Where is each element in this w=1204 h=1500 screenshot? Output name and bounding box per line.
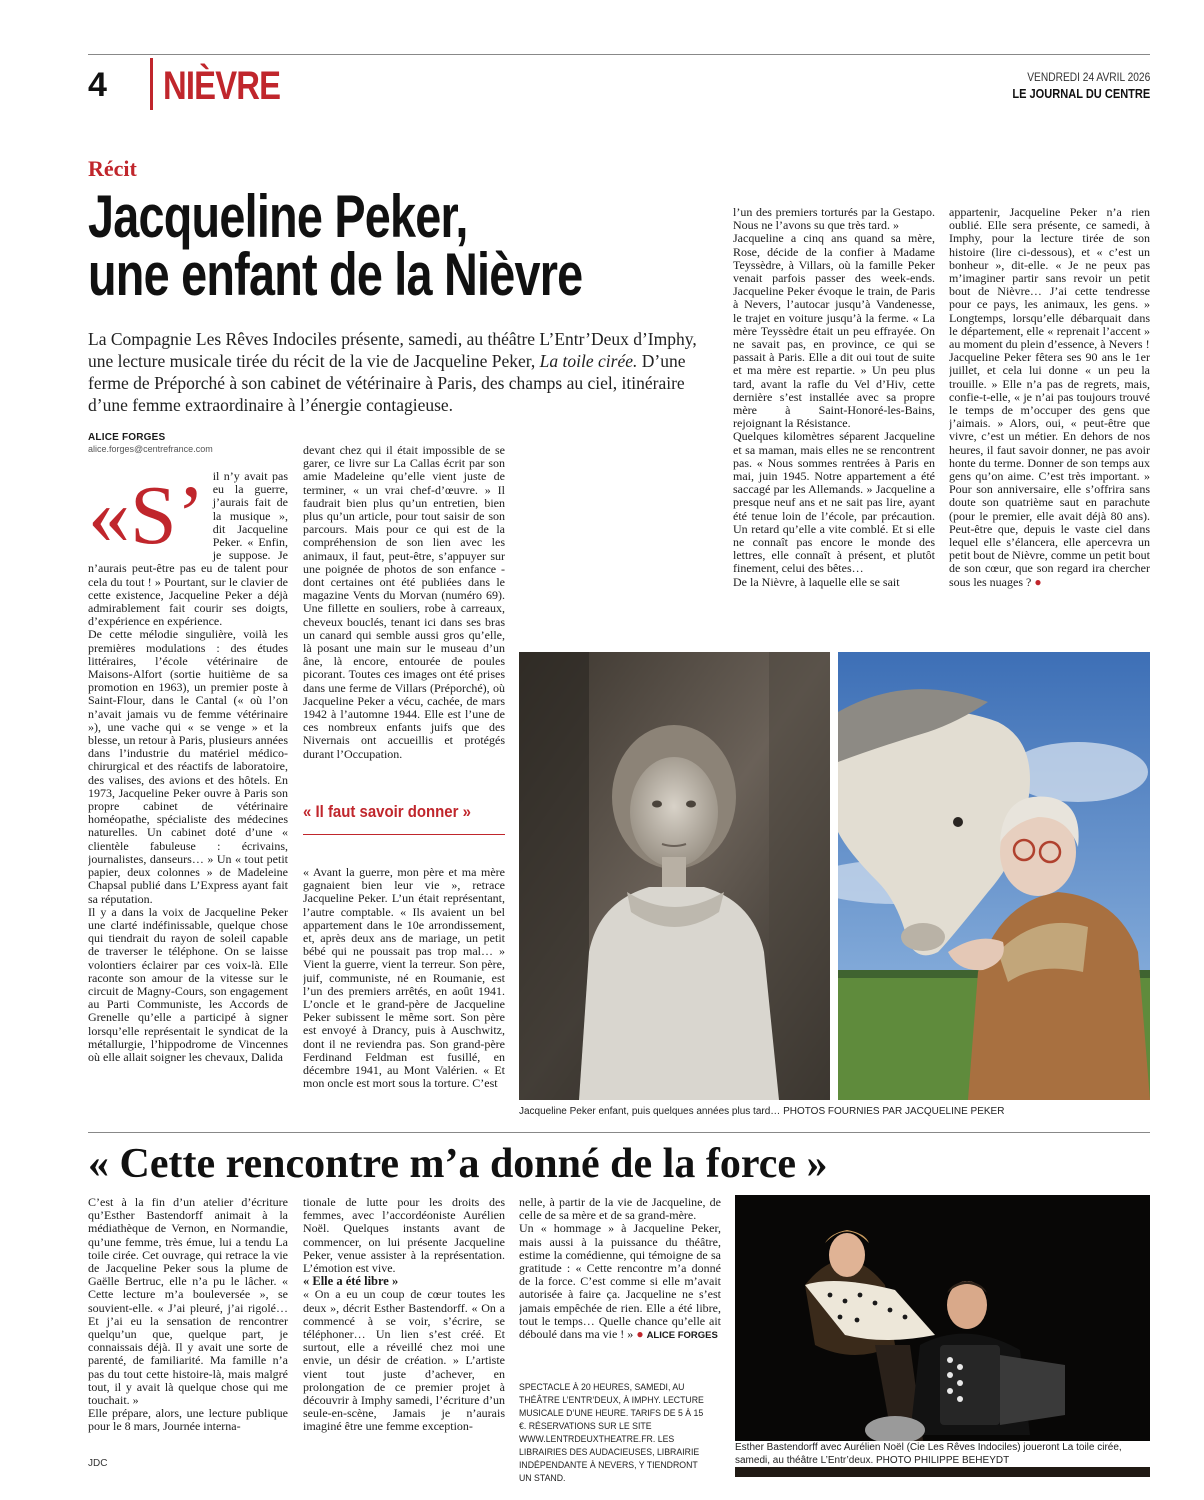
drop-cap: «S’: [88, 470, 205, 562]
paragraph: Jacqueline a cinq ans quand sa mère, Rose, décide de la confier à Madame Teyssèdre, à Villars, où la famille Peker venait parfois passer des week-ends. Jacqueline Peker évoque le train, de Paris à Nevers, l’autocar jusqu’à Vandenesse, le trajet en voiture jusqu’à la ferme. « La mère Teyssèdre était un peu effrayée. On ne savait pas, en province, ce qui se passait à Paris. Elle a dit oui tout de suite et ma mère est repartie. » Un peu plus tard, avant la rafle du Vel d’Hiv, cette dernière s’est installée avec sa propre mère à Saint-Honoré-les-Bains, rejoignant la Résistance.: [733, 231, 935, 431]
headline-line-2: une enfant de la Nièvre: [88, 241, 583, 308]
article-kicker: Récit: [88, 156, 137, 181]
interhead-rule: [303, 834, 505, 835]
standfirst-part-a: La Compagnie Les Rêves Indociles présente, samedi, au théâtre L’Entr’Deux d’Imphy, une lecture musicale tirée du récit de la vie de Jacqueline Peker,: [88, 329, 697, 371]
stage-caption-text-visible: Esther Bastendorff avec Aurélien Noël (Cie Les Rêves Indociles) joueront La toile cirée, samedi, au théâtre L’Entr’deux.: [735, 1442, 1122, 1466]
paragraph: nelle, à partir de la vie de Jacqueline, de celle de sa mère et de sa grand-mère.: [519, 1196, 721, 1223]
article-headline: [88, 183, 587, 308]
paragraph: Elle prépare, alors, une lecture publique pour le 8 mars, Journée interna-: [88, 1406, 288, 1434]
event-info: SPECTACLE À 20 HEURES, SAMEDI, AU THÉÂTRE L’ENTR’DEUX, À IMPHY. LECTURE MUSICALE D’UNE HEURE. TARIFS DE 5 À 15 €. RÉSERVATIONS SUR LE SITE WWW.LENTRDEUXTHEATRE.FR. LES LIBRAIRIES DES AUDACIEUSES, LIBRAIRIE INDÉPENDANTE À NEVERS, Y TIENDRONT UN STAND.: [519, 1382, 704, 1484]
top-rule: [88, 54, 1150, 55]
paragraph: C’est à la fin d’un atelier d’écriture qu’Esther Bastendorff animait à la médiathèque de Vernon, en Normandie, qu’une femme, très émue, lui a tendu La toile cirée. Cet ouvrage, qui retrace la vie de Jacqueline Peker sous la plume de Gaëlle Bertruc, elle n’a pu le lâcher. « Cette lecture m’a bouleversée », se souvient-elle. « J’ai pleuré, j’ai rigolé… Et j’ai eu la sensation de rencontrer quelqu’un que, quelque part, je connaissais déjà. Il y avait une sorte de parenté, de familiarité. Ma famille n’a pas du tout cette histoire-là, mais malgré tout, il y avait là quelque chose qui me touchait. »: [88, 1196, 288, 1408]
paragraph: De cette mélodie singulière, voilà les premières modulations : des études littéraires, l’école vétérinaire de Maisons-Alfort (sortie huitième de sa promotion en 1963), un premier poste à Saint-Flour, dans le Cantal (« où l’on n’avait jamais vu de femme vétérinaire »), une vache qui « se venge » et la blesse, un retour à Paris, plusieurs années dans l’industrie du matériel médico-chirurgical et des réactifs de laboratoire, des valises, des avions et des hôtels. En 1973, Jacqueline Peker ouvre à Paris son propre cabinet de vétérinaire homéopathe, spécialiste des médecines naturelles. Un cabinet doté d’une « clientèle fabuleuse : écrivains, journalistes, danseurs… » Un « tout petit papier, deux colonnes » de Madeleine Chapsal publié dans L’Express ayant fait sa réputation.: [88, 627, 288, 906]
caption-text: Jacqueline Peker enfant, puis quelques années plus tard…: [519, 1106, 781, 1117]
sidebar-column-2: [303, 1196, 505, 1440]
page-number: 4: [88, 66, 107, 104]
paragraph: Il y a dans la voix de Jacqueline Peker une clarté indéfinissable, quelque chose qui tiendrait du rayon de soleil capable de traverser le téléphone. On se laisse volontiers éclairer par ces voix-là. Elle raconte son amour de la vitesse sur le circuit de Magny-Cours, son engagement au Parti Communiste, les Accords de Grenelle qu’elle a participé à signer lorsqu’elle représentait le syndicat de la métallurgie, l’hippodrome de Vincennes où elle allait soigner les chevaux, Dalida: [88, 904, 288, 1064]
sidebar-subhead: « Elle a été libre »: [303, 1274, 399, 1289]
article-column-3: [733, 206, 935, 634]
paragraph: il n’y avait pas eu la guerre, j’aurais fait de la musique », dit Jacqueline Peker. « Enfin, je suppose. Je n’aurais peut-être pas eu de talent pour cela du tout ! » Pourtant, sur le clavier de cette existence, Jacqueline Peker a déjà admirablement fait courir ses doigts, d’expérience en expérience.: [88, 470, 288, 629]
article-column-2: [303, 444, 505, 794]
author-email[interactable]: alice.forges@centrefrance.com: [88, 444, 213, 454]
horse-photo-illustration: [838, 652, 1150, 1100]
child-photo-illustration: [519, 652, 830, 1100]
article-column-2-continued: [303, 866, 505, 1120]
photo-child[interactable]: [519, 652, 830, 1100]
paragraph: appartenir, Jacqueline Peker n’a rien oublié. Elle sera présente, ce samedi, à Imphy, pour la lecture tirée de son histoire (lire ci-dessous), et « c’est un bonheur », dit-elle. « Je ne peux pas m’imaginer partir sans revoir un petit bout de Nièvre… J’ai cette tendresse pour ce pays, les animaux, les gens. » Longtemps, lorsqu’elle débarquait dans le département, elle « reprenait l’accent » au moment du plein d’essence, à Nevers !: [949, 206, 1150, 352]
section-rubric[interactable]: NIÈVRE: [163, 64, 281, 108]
issue-date: VENDREDI 24 AVRIL 2026: [1026, 70, 1150, 84]
stage-photo-caption-visible-real: [735, 1441, 1150, 1467]
paragraph: De la Nièvre, à laquelle elle se sait: [733, 574, 900, 589]
standfirst-book-title: La toile cirée.: [539, 351, 638, 371]
article-standfirst: [88, 328, 718, 416]
article-column-4: [949, 206, 1150, 634]
end-mark-icon: ●: [636, 1327, 644, 1342]
paragraph: tionale de lutte pour les droits des femmes, avec l’accordéoniste Aurélien Noël. Quelques instants avant de commencer, on lui présente Jacqueline Peker, venue assister à la représentation. L’émotion est vive.: [303, 1196, 505, 1276]
stage-caption-credit: PHOTO PHILIPPE BEHEYDT: [876, 1455, 1010, 1466]
sidebar-column-3: [519, 1196, 721, 1376]
sidebar-column-1: [88, 1196, 288, 1440]
paragraph: « On a eu un coup de cœur toutes les deux », décrit Esther Bastendorff. « On a commencé à se voir, s’écrire, se téléphoner… Un lien s’est créé. Et surtout, elle a réveillé chez moi une envie, un désir de création. » L’artiste vient tout juste d’achever, en prolongation de ce premier projet à découvrir à Imphy samedi, l’écriture d’un seule-en-scène, Jamais je n’aurais imaginé être une femme exception-: [303, 1287, 505, 1434]
sidebar-headline: « Cette rencontre m’a donné de la force »: [88, 1141, 828, 1187]
paragraph: devant chez qui il était impossible de se garer, ce livre sur La Callas écrit par son amie Madeleine qu’elle vient juste de terminer, « un vrai chef-d’œuvre. » Il faudrait bien plus qu’un entretien, bien plus qu’un article, pour tout saisir de son parcours. Mais pour ce qui est de la compréhension de son lien avec les animaux, il faut, peut-être, s’appuyer sur une poignée de photos de son enfance - dont certaines ont été publiées dans le magazine Vents du Morvan (numéro 69). Une fillette en souliers, robe à carreaux, cheveux bouclés, tenant ici dans ses bras un canard qui semble aussi gros qu’elle, là posant une main sur le museau d’un âne, là encore, entourée de poules picorant. Toutes ces images ont été prises dans une ferme de Villars (Préporché), où Jacqueline Peker a vécu, cachée, de mars 1942 à l’automne 1944. Elle est l’une de ces nombreux enfants juifs que des Nivernais ont accueillis et protégés durant l’Occupation.: [303, 444, 505, 761]
standfirst-part-b: D’une ferme de Préporché à son cabinet de vétérinaire à Paris, des champs au ciel, itinéraire d’une femme extraordinaire à l’énergie contagieuse.: [88, 351, 686, 415]
headline-line-1: Jacqueline Peker,: [88, 183, 468, 250]
byline: [88, 432, 213, 454]
author-name: ALICE FORGES: [88, 432, 166, 443]
photo-stage[interactable]: [735, 1195, 1150, 1477]
caption-credit: PHOTOS FOURNIES PAR JACQUELINE PEKER: [783, 1106, 1005, 1117]
photos-caption: [519, 1105, 1150, 1118]
newspaper-name[interactable]: LE JOURNAL DU CENTRE: [1012, 86, 1150, 101]
stage-photo-illustration: [735, 1195, 1150, 1477]
sidebar-signature: ALICE FORGES: [646, 1330, 718, 1342]
paragraph: « Avant la guerre, mon père et ma mère gagnaient bien leur vie », retrace Jacqueline Peker. L’un était représentant, l’autre comptable. « Ils avaient un bel appartement dans le 10e arrondissement, et, après deux ans de mariage, un petit bébé qui ne poussait pas trop mal… » Vient la guerre, vient la terreur. Son père, juif, communiste, né en Roumanie, est l’un des premiers arrêtés, en août 1941. L’oncle et le grand-père de Jacqueline Peker subissent le même sort. Son père est envoyé à Drancy, puis à Auschwitz, dont il ne reviendra pas. Son grand-père Ferdinand Feldman est fusillé, en décembre 1941, au Mont Valérien. « Et mon oncle est mort sous la torture. C’est: [303, 866, 505, 1091]
paragraph: [949, 351, 1150, 589]
paragraph: [519, 1222, 721, 1342]
paragraph: Quelques kilomètres séparent Jacqueline et sa maman, mais elles ne se rencontrent pas. « Nous sommes rentrées à Paris en mai, juin 1945. Notre appartement a été saccagé par les Allemands. » Jacqueline a presque neuf ans et ne sait pas lire, ayant été tenue loin de l’école, par précaution. Un retard qu’elle a vite comblé. Et si elle ne connaît pas encore le monde des lettres, elle connaît à présent, et plutôt finement, celui des bêtes…: [733, 429, 935, 576]
masthead: [988, 70, 1150, 101]
paragraph: l’un des premiers torturés par la Gestapo. Nous ne l’avons su que très tard. »: [733, 206, 935, 233]
section-rule: [88, 1132, 1150, 1133]
paragraph-text: Un « hommage » à Jacqueline Peker, mais aussi à la puissance du théâtre, estime la comédienne, qui témoigne de sa gratitude : « Cette rencontre m’a donné de la force. C’est comme si elle m’avait autorisée à faire ça. Jacqueline ne s’est jamais empêchée de rien. Elle a été libre, tout le temps… Quelle chance qu’elle ait déboulé dans ma vie ! »: [519, 1221, 721, 1342]
footer-source: JDC: [88, 1458, 108, 1469]
rubric-divider: [150, 58, 153, 110]
article-column-1: [88, 470, 288, 1120]
paragraph-text: Jacqueline Peker fêtera ses 90 ans le 1er juillet, et cela lui donne « un peu la trouille. » Elle n’a pas de regrets, mais, confie-t-elle, « je n’ai pas toujours trouvé le temps de m’occuper des gens que j’aimais. » Alors, oui, « peut-être que vivre, c’est un métier. En dehors de nos heures, il faut savoir donner, ne pas avoir honte du terme. Donner de son temps aux gens qu’on aime. C’est très important. » Pour son anniversaire, elle s’offrira sans doute son quatrième saut en parachute (pour le premier, elle avait déjà 80 ans). Peut-être que, depuis le vaste ciel dans lequel elle s’élancera, elle apercevra un petit bout de Nièvre, comme un petit bout de son cœur, que son regard ira chercher sous les nuages ?: [949, 350, 1150, 589]
end-mark-icon: ●: [1034, 574, 1042, 589]
article-interhead: « Il faut savoir donner »: [303, 802, 471, 821]
photo-woman-horse[interactable]: [838, 652, 1150, 1100]
stage-photo-caption-visible: [735, 1482, 1150, 1483]
